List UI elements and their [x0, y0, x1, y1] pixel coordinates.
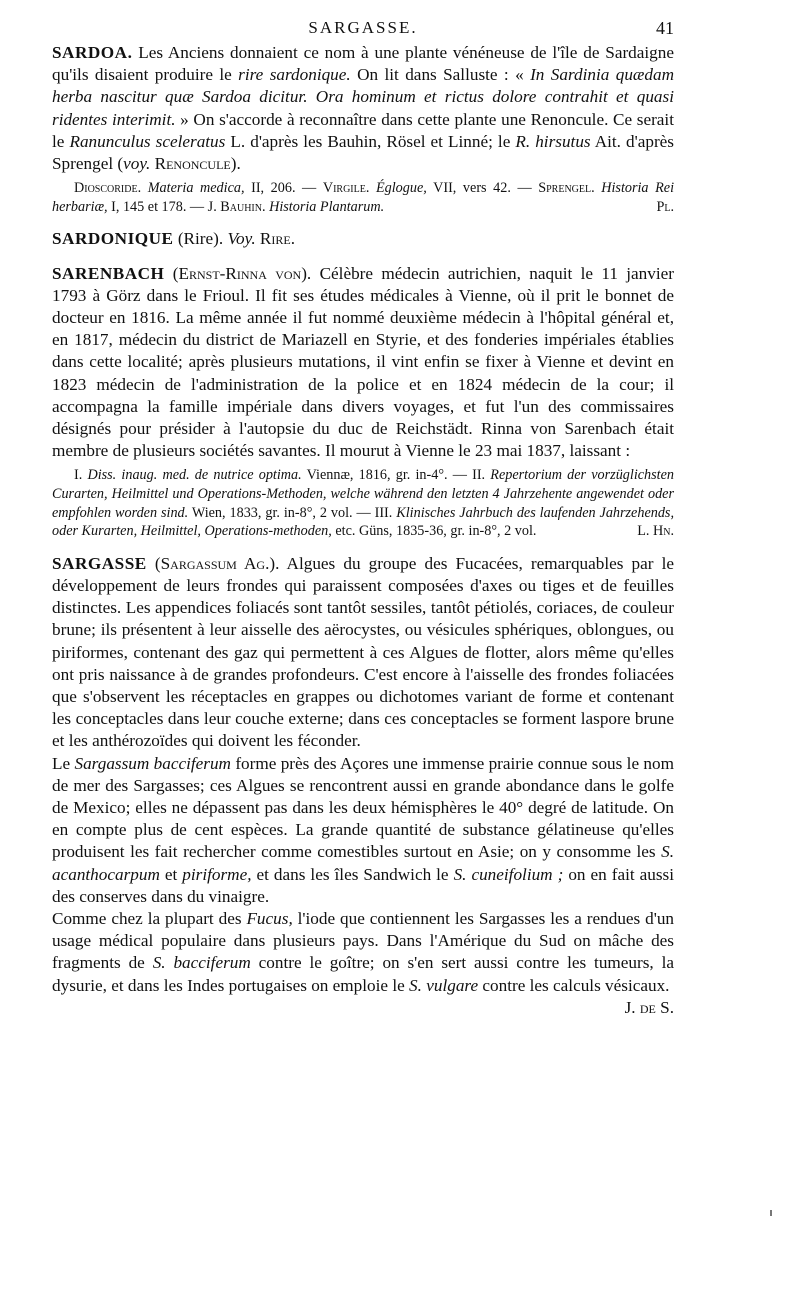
text: Comme chez la plupart des — [52, 909, 247, 929]
text-italic: Ranunculus sceleratus — [69, 131, 226, 151]
author-signature: Pl. — [656, 198, 674, 215]
author-signature: L. Hn. — [637, 523, 674, 540]
cross-reference: Rire — [259, 229, 291, 249]
sargasse-paragraph-3 — [52, 908, 675, 1017]
latin-quote: In Sardinia quædam herba nascitur quæ Sardoa dicitur. Ora hominum et rictus dolore contrahit et quasi ridentes interimit. — [52, 65, 674, 129]
text-italic: R. hirsutus — [515, 131, 591, 151]
ref-title: Historia Plantarum. — [265, 198, 385, 215]
text: on en fait aussi des conserves dans du vinaigre. — [52, 864, 674, 906]
text: Les Anciens donnaient ce nom à une plante vénéneuse de l'île de Sardaigne qu'ils disaient produire le — [52, 43, 674, 85]
running-header — [52, 18, 674, 42]
text: VII, vers 42. — — [426, 180, 539, 197]
ref-author: Bauhin. — [220, 198, 266, 215]
headword-sarenbach: SARENBACH — [52, 263, 165, 283]
ref-title: Materia medica, — [141, 180, 245, 197]
ref-author: Sprengel. — [538, 180, 595, 197]
text: (Rire). — [173, 229, 228, 249]
page-number: 41 — [656, 18, 674, 38]
text: Ait. d'après Sprengel ( — [52, 131, 674, 174]
entry-sardonique — [52, 228, 674, 250]
text: ). Célèbre médecin autrichien, naquit le 11 janvier 1793 à Görz dans le Frioul. Il fit ses études médicales à Vienne, où il prit le bonnet de docteur en 1816. La même année il fut nommé deuxième médecin à l'hôpital général et, en 1817, médecin du district de Mariazell en Styrie, et des fonderies impériales établies dans cette localité; après plusieurs mutations, il vint enfin se fixer à Vienne et devint en 1823 médecin de l'administration de la police et en 1824 médecin de la cour; il accompagna la famille impériale dans divers voyages, et fut l'un des commissaires désignés pour présider à l'autopsie du duc de Reichstädt. Rinna von Sarenbach était membre de plusieurs sociétés savantes. Il mourut à Vienne le 23 mai 1837, laissant : — [52, 263, 674, 461]
ref-title: Klinisches Jahrbuch des laufenden Jahrzehends, oder Kurarten, Heilmittel, Operations-methoden, — [52, 504, 675, 540]
text: etc. Güns, 1835-36, gr. in-8°, 2 vol. — [331, 523, 537, 540]
text: l'iode que contiennent les Sargasses les a rendues d'un usage médical populaire dans plusieurs pays. Dans l'Amérique du Sud on mâche des fragments de — [52, 909, 675, 973]
text-italic: rire sardonique. — [238, 65, 351, 85]
person-name: Ernst-Rinna von — [178, 263, 302, 283]
dictionary-page — [52, 18, 674, 1019]
text: contre le goître; on s'en sert aussi contre les tumeurs, la dysurie, et dans les Indes portugaises on emploie le — [52, 953, 674, 995]
text-italic: voy. — [123, 154, 151, 174]
headword-sardonique: SARDONIQUE — [52, 229, 174, 249]
sargasse-paragraph-2 — [52, 753, 674, 908]
entry-sarenbach — [52, 263, 674, 463]
text: et — [159, 864, 183, 884]
text-italic: S. acanthocarpum — [52, 842, 674, 884]
text-italic: Voy. — [227, 229, 256, 249]
print-mark — [770, 1210, 772, 1216]
text: Wien, 1833, gr. in-8°, 2 vol. — III. — [188, 504, 397, 521]
text-italic: Sargassum bacciferum — [74, 753, 231, 773]
text: L. d'après les Bauhin, Rösel et Linné; le — [225, 131, 516, 151]
text: Viennæ, 1816, gr. in-4°. — II. — [301, 467, 491, 484]
running-title: SARGASSE. — [308, 18, 418, 37]
text: ( — [146, 553, 161, 573]
text: ). — [230, 154, 241, 174]
ref-title: Diss. inaug. med. de nutrice optima. — [87, 467, 302, 484]
cross-reference: Renoncule — [154, 154, 231, 174]
references-sardoa — [52, 179, 674, 216]
ref-author: Virgile. — [322, 180, 370, 197]
text: II, 206. — — [244, 180, 323, 197]
entry-sargasse — [52, 553, 674, 753]
ref-title: Historia Rei herbariæ, — [52, 180, 675, 215]
text: contre les calculs vésicaux. — [478, 975, 670, 995]
text: I. — [74, 467, 88, 484]
text-italic: Fucus, — [246, 909, 293, 929]
references-sarenbach — [52, 466, 674, 540]
ref-title: Églogue, — [369, 180, 427, 197]
text: et dans les îles Sandwich le — [251, 864, 454, 884]
text: . — [290, 229, 296, 249]
text: ( — [164, 263, 179, 283]
text: ). Algues du groupe des Fucacées, remarquables par le développement de leurs frondes qui paraissent composées d'axes ou tiges et de feuilles distinctes. Les appendices foliacés sont tantôt sessiles, tantôt pétiolés, coriaces, de couleur brune; ils présentent à leur aisselle des aërocystes, ou vésicules sphériques, oblongues, ou piriformes, contenant des gaz qui permettent à ces Algues de flotter, alors même qu'elles ont pris naissance à de grandes profondeurs. C'est encore à l'aisselle des frondes foliacées que s'observent les réceptacles en grappes ou dichotomes variant de forme et contenant les conceptacles dans leur couche externe; dans ces conceptacles se forment laspore brune et les anthérozoïdes qui doivent les féconder. — [52, 553, 675, 751]
ref-title: Repertorium der vorzüglichsten Curarten, Heilmittel und Operations-Methoden, welche während den letzten 4 Jahrzehente angewendet oder empfohlen worden sind. — [52, 467, 675, 521]
text-italic: piriforme, — [182, 864, 252, 884]
text-italic: S. vulgare — [409, 975, 479, 995]
text-italic: S. cuneifolium ; — [453, 864, 564, 884]
taxon-name: Sargassum Ag. — [160, 553, 270, 573]
author-signature: J. de S. — [624, 997, 674, 1017]
text: » On s'accorde à reconnaître dans cette plante une Renoncule. Ce serait le — [52, 109, 674, 151]
text: forme près des Açores une immense prairie connue sous le nom de mer des Sargasses; ces Algues se rencontrent aussi en grande abondance dans le golfe de Mexico; elles ne dépassent pas dans les deux hémisphères le 40° degré de latitude. On en compte plus de cent espèces. La grande quantité de substance gélatineuse qu'elles produisent les fait rechercher comme comestibles surtout en Asie; on y consomme les — [52, 753, 674, 862]
headword-sargasse: SARGASSE — [52, 553, 147, 573]
entry-sardoa — [52, 42, 674, 175]
text: I, 145 et 178. — J. — [107, 198, 221, 215]
text: On lit dans Salluste : « — [350, 65, 531, 85]
text: Le — [52, 753, 75, 773]
text-italic: S. bacciferum — [152, 953, 251, 973]
ref-author: Dioscoride. — [74, 180, 142, 197]
headword-sardoa: SARDOA. — [52, 43, 133, 62]
